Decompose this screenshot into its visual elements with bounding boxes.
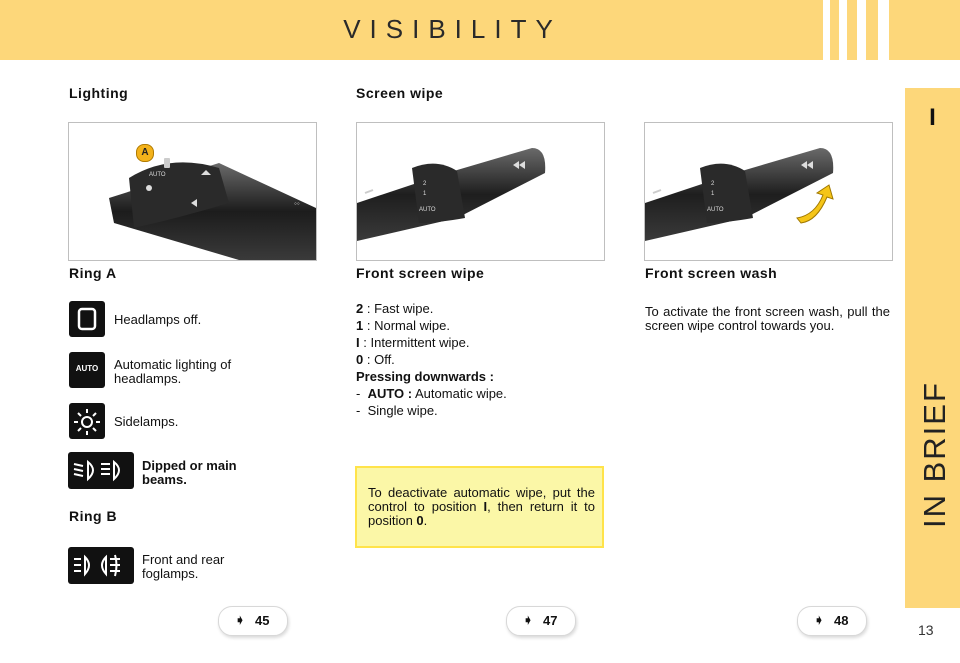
- ring-a-heading: Ring A: [69, 265, 117, 281]
- wipe-position-key: 0: [356, 352, 364, 367]
- svg-text:AUTO: AUTO: [707, 207, 724, 213]
- wipe-position-text: : Normal wipe.: [366, 318, 450, 333]
- pressing-item-single: - Single wipe.: [356, 403, 438, 418]
- headlamps-off-text: Headlamps off.: [114, 312, 202, 327]
- note-text: To deactivate automatic wipe, put the control to position I, then return it to position 0.: [368, 485, 595, 528]
- page-title: VISIBILITY: [343, 14, 562, 44]
- lighting-heading: Lighting: [69, 85, 129, 101]
- wipe-position-text: : Fast wipe.: [366, 301, 434, 316]
- auto-wipe-note: [355, 466, 604, 548]
- page-ref-47[interactable]: [506, 606, 576, 636]
- auto-icon: [69, 352, 105, 388]
- section-label: IN BRIEF: [917, 381, 952, 528]
- svg-text:1: 1: [711, 191, 715, 197]
- svg-text:2: 2: [423, 181, 427, 187]
- callout-a: A: [136, 144, 154, 162]
- svg-text:AUTO: AUTO: [419, 207, 436, 213]
- page-ref-arrow-icon: ➧: [523, 613, 534, 627]
- dipped-main-beams-icon: [68, 452, 134, 489]
- pull-arrow-icon: [797, 185, 833, 223]
- page-ref-arrow-icon: ➧: [235, 613, 246, 627]
- pressing-item-auto: - AUTO : Automatic wipe.: [356, 386, 507, 401]
- wipe-position-text: : Off.: [366, 352, 395, 367]
- wipe-position-text: : Intermittent wipe.: [363, 335, 470, 350]
- front-wash-heading: Front screen wash: [645, 265, 778, 281]
- pressing-item-text: Automatic wipe.: [415, 386, 507, 401]
- front-wipe-positions: [356, 300, 507, 419]
- wipe-position-key: 1: [356, 318, 364, 333]
- foglamps-text: Front and rear foglamps.: [142, 552, 225, 581]
- page-ref-48[interactable]: [797, 606, 867, 636]
- lighting-stalk-photo: [68, 122, 317, 261]
- dipped-main-beams-text: Dipped or main beams.: [142, 458, 237, 487]
- page-number: 13: [918, 622, 934, 638]
- wipe-position-key: I: [356, 335, 360, 350]
- page-ref-arrow-icon: ➧: [814, 613, 825, 627]
- wipe-position-i: [356, 334, 507, 351]
- front-wipe-heading: Front screen wipe: [356, 265, 485, 281]
- section-number: I: [929, 104, 936, 131]
- pressing-item-bold: AUTO :: [367, 386, 413, 401]
- wipe-position-1: [356, 317, 507, 334]
- svg-text:1: 1: [423, 191, 427, 197]
- headlamps-off-icon: [69, 301, 105, 337]
- section-sidebar: [905, 88, 960, 608]
- pressing-heading: Pressing downwards :: [356, 369, 494, 384]
- screen-wipe-heading: Screen wipe: [356, 85, 444, 101]
- header-bar: [0, 0, 960, 60]
- page-ref-number: 47: [543, 613, 558, 628]
- page-ref-number: 48: [834, 613, 849, 628]
- sidelamps-text: Sidelamps.: [114, 414, 179, 429]
- wipe-position-key: 2: [356, 301, 364, 316]
- pressing-item-text: Single wipe.: [367, 403, 438, 418]
- auto-icon-text: AUTO: [75, 364, 99, 373]
- front-wash-text: To activate the front screen wash, pull the screen wipe control towards you.: [645, 304, 890, 333]
- svg-text:AUTO: AUTO: [149, 172, 166, 178]
- svg-text:◦◦: ◦◦: [294, 199, 300, 208]
- page-ref-45[interactable]: [218, 606, 288, 636]
- ring-b-heading: Ring B: [69, 508, 118, 524]
- sidelamps-icon: [69, 403, 105, 439]
- wipe-position-2: [356, 300, 507, 317]
- automatic-lighting-text: Automatic lighting of headlamps.: [114, 357, 232, 386]
- svg-text:2: 2: [711, 181, 715, 187]
- wash-stalk-photo: [644, 122, 893, 261]
- foglamps-icon: [68, 547, 134, 584]
- wipe-position-0: [356, 351, 507, 368]
- page-ref-number: 45: [255, 613, 270, 628]
- wiper-stalk-photo: [356, 122, 605, 261]
